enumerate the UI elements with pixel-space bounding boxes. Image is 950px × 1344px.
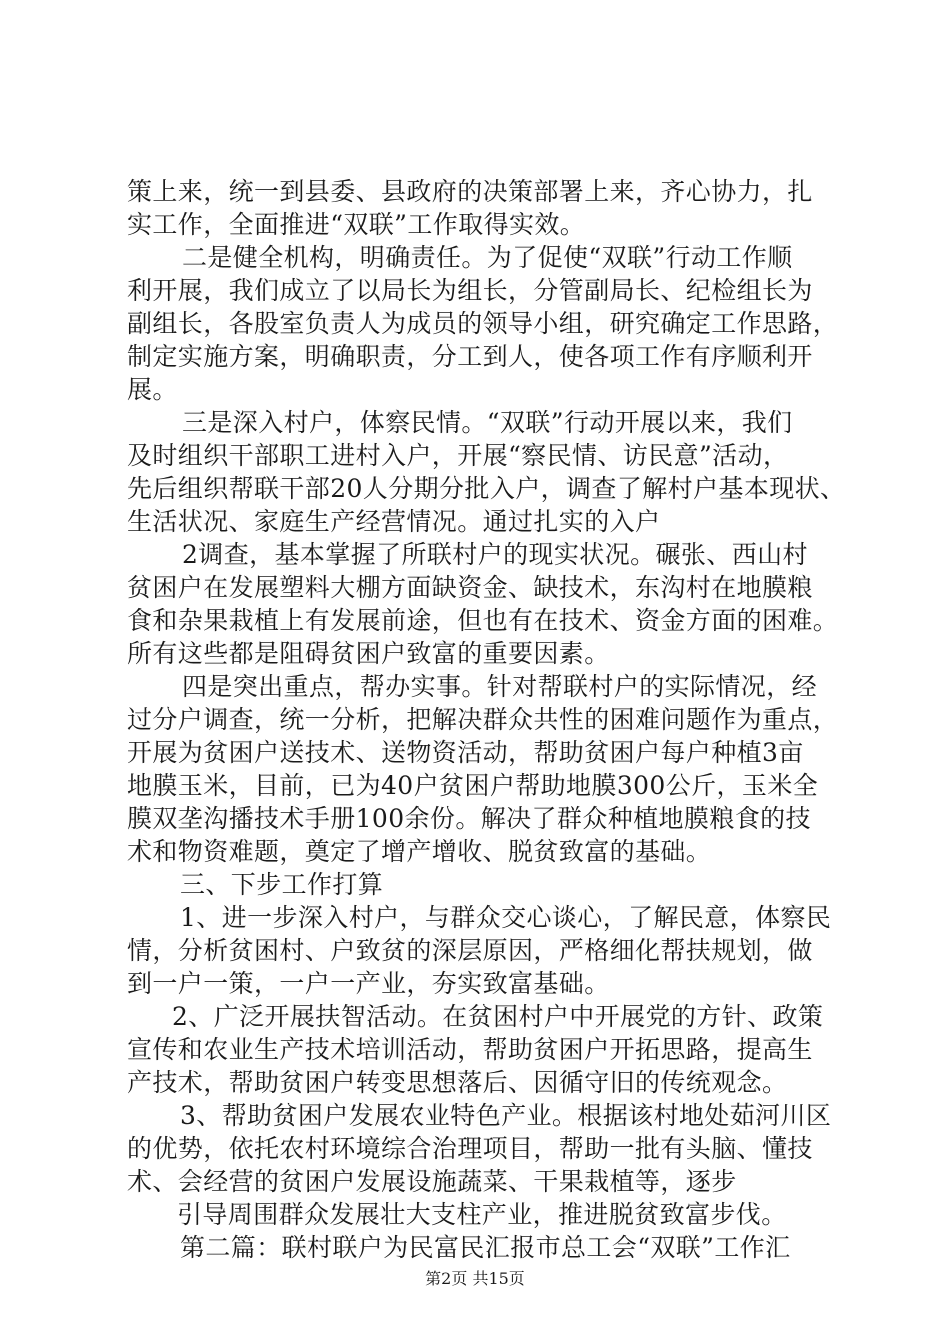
text-line: 膜双垄沟播技术手册100余份。解决了群众种植地膜粮食的技	[127, 804, 811, 833]
text-line: 宣传和农业生产技术培训活动，帮助贫困户开拓思路，提高生	[127, 1035, 813, 1064]
text-line: 及时组织干部职工进村入户，开展“察民情、访民意”活动，	[127, 441, 789, 470]
page-indicator: 第2页 共15页	[425, 1269, 525, 1288]
text-line: 食和杂果栽植上有发展前途，但也有在技术、资金方面的困难。	[127, 606, 839, 635]
text-line: 副组长，各股室负责人为成员的领导小组，研究确定工作思路，	[127, 309, 839, 338]
text-line: 展。	[127, 375, 178, 404]
text-line: 的优势，依托农村环境综合治理项目，帮助一批有头脑、懂技	[127, 1134, 813, 1163]
text-line: 实工作，全面推进“双联”工作取得实效。	[127, 210, 586, 239]
text-line: 1、进一步深入村户，与群众交心谈心，了解民意，体察民	[180, 903, 832, 932]
text-line: 制定实施方案，明确职责，分工到人，使各项工作有序顺利开	[127, 342, 813, 371]
text-line: 情，分析贫困村、户致贫的深层原因，严格细化帮扶规划，做	[127, 936, 813, 965]
section-heading: 三、下步工作打算	[180, 870, 384, 899]
text-line: 引导周围群众发展壮大支柱产业，推进脱贫致富步伐。	[177, 1200, 787, 1229]
text-line: 二是健全机构，明确责任。为了促使“双联”行动工作顺	[182, 243, 793, 272]
text-line: 四是突出重点，帮办实事。针对帮联村户的实际情况，经	[182, 672, 818, 701]
text-line: 先后组织帮联干部20人分期分批入户，调查了解村户基本现状、	[127, 474, 846, 503]
section-heading: 第二篇：联村联户为民富民汇报市总工会“双联”工作汇	[180, 1233, 791, 1262]
text-line: 到一户一策，一户一产业，夯实致富基础。	[127, 969, 610, 998]
text-line: 利开展，我们成立了以局长为组长，分管副局长、纪检组长为	[127, 276, 813, 305]
text-line: 2、广泛开展扶智活动。在贫困村户中开展党的方针、政策	[172, 1002, 824, 1031]
text-line: 地膜玉米，目前，已为40户贫困户帮助地膜300公斤，玉米全	[127, 771, 819, 800]
text-line: 三是深入村户，体察民情。“双联”行动开展以来，我们	[182, 408, 793, 437]
text-line: 策上来，统一到县委、县政府的决策部署上来，齐心协力，扎	[127, 177, 813, 206]
text-line: 所有这些都是阻碍贫困户致富的重要因素。	[127, 639, 610, 668]
text-line: 产技术，帮助贫困户转变思想落后、因循守旧的传统观念。	[127, 1068, 788, 1097]
text-line: 过分户调查，统一分析，把解决群众共性的困难问题作为重点，	[127, 705, 839, 734]
text-line: 开展为贫困户送技术、送物资活动，帮助贫困户每户种植3亩	[127, 738, 804, 767]
text-line: 术、会经营的贫困户发展设施蔬菜、干果栽植等，逐步	[127, 1167, 737, 1196]
text-line: 贫困户在发展塑料大棚方面缺资金、缺技术，东沟村在地膜粮	[127, 573, 813, 602]
text-line: 3、帮助贫困户发展农业特色产业。根据该村地处茹河川区	[180, 1101, 832, 1130]
text-line: 生活状况、家庭生产经营情况。通过扎实的入户	[127, 507, 661, 536]
text-line: 2调查，基本掌握了所联村户的现实状况。碾张、西山村	[182, 540, 808, 569]
text-line: 术和物资难题，奠定了增产增收、脱贫致富的基础。	[127, 837, 712, 866]
